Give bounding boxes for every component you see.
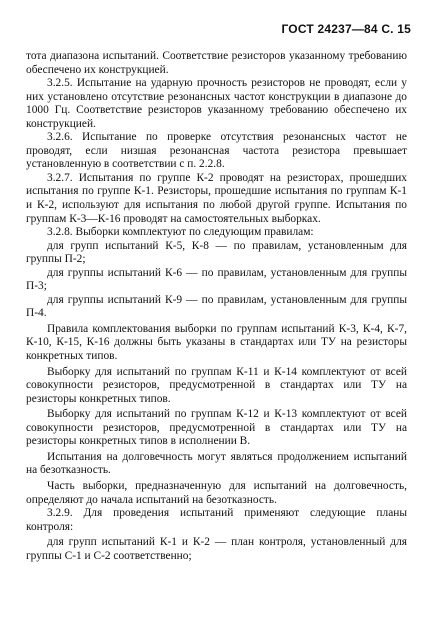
paragraph-rule-k5-k8: для групп испытаний К-5, К-8 — по правилам, установленным для группы П-2; — [26, 239, 407, 266]
paragraph-continuation: тота диапазона испытаний. Соответствие резисторов указанному требованию обеспечено их конструкцией. — [26, 50, 407, 76]
paragraph-3-2-5: 3.2.5. Испытание на ударную прочность резисторов не проводят, если у них установлено отсутствие резонансных частот конструкции в диапазоне до 1000 Гц. Соответствие резисторов указанному требованию обеспечено их конструкцией. — [26, 77, 407, 130]
paragraph-plan-k1-k2: для групп испытаний К-1 и К-2 — план контроля, установленный для группы С-1 и С-2 соответственно; — [26, 536, 407, 562]
paragraph-rule-k6: для группы испытаний К-6 — по правилам, установленным для группы П-3; — [26, 266, 407, 293]
paragraph-durability: Испытания на долговечность могут являться продолжением испытаний на безотказность. — [26, 450, 407, 477]
paragraph-durability-part: Часть выборки, предназначенную для испытаний на долговечность, определяют до начала испытаний на безотказность. — [26, 479, 407, 506]
paragraph-3-2-7: 3.2.7. Испытания по группе К-2 проводят на резисторах, прошедших испытания по группе К-1. Резисторы, прошедшие испытания по группам К-1 и К-2, используют для испытания по любой другой группе. Испытания по группам К-3—К-16 проводят на самостоятельных выборках. — [26, 171, 407, 225]
paragraph-3-2-6: 3.2.6. Испытание по проверке отсутствия резонансных частот не проводят, если низшая резонансная частота резистора превышает установленную в соответствии с п. 2.2.8. — [26, 131, 407, 171]
paragraph-rule-k9: для группы испытаний К-9 — по правилам, установленным для группы П-4. — [26, 293, 407, 320]
paragraph-3-2-9: 3.2.9. Для проведения испытаний применяют следующие планы контроля: — [26, 507, 407, 533]
running-head: ГОСТ 24237—84 С. 15 — [281, 22, 411, 36]
document-body — [26, 50, 407, 563]
paragraph-sample-k12-k13: Выборку для испытаний по группам К-12 и К-13 комплектуют от всей совокупности резисторов, предусмотренной в стандартах или ТУ на резисторы конкретных типов в исполнении В. — [26, 408, 407, 448]
paragraph-rules-other-groups: Правила комплектования выборки по группам испытаний К-3, К-4, К-7, К-10, К-15, К-16 должны быть указаны в стандартах или ТУ на резисторы конкретных типов. — [26, 322, 407, 363]
paragraph-sample-k11-k14: Выборку для испытаний по группам К-11 и К-14 комплектуют от всей совокупности резисторов, предусмотренной в стандартах или ТУ на резисторы конкретных типов. — [26, 365, 407, 405]
paragraph-3-2-8: 3.2.8. Выборки комплектуют по следующим правилам: — [47, 226, 314, 239]
